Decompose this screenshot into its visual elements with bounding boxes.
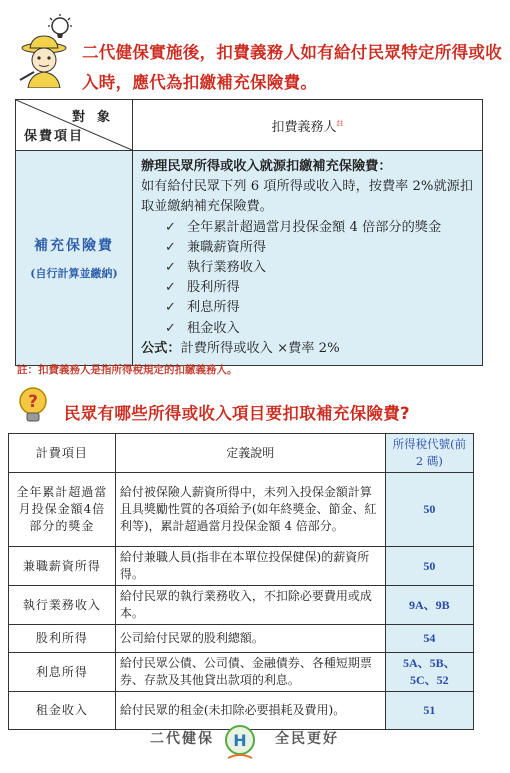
table-row [9,625,474,653]
diag-bottom-label: 保費項目 [24,129,85,144]
row-item: 執行業務收入 [9,586,116,625]
nhi-logo-icon [222,722,258,766]
list-item [165,278,476,298]
row-definition: 給付被保險人薪資所得中，未列入投保金額計算且具獎勵性質的各項給予(如年終獎金、節金、紅利等)，累計超過當月投保金額 4 倍部分。 [115,473,385,547]
row-item: 利息所得 [9,653,116,692]
income-checklist [141,218,476,339]
list-item [165,298,476,318]
list-item [165,319,476,339]
note-marker: 註 [336,119,344,128]
list-item [165,258,476,278]
detail-heading: 辦理民眾所得或收入就源扣繳補充保險費： [141,159,392,174]
detail-intro: 如有給付民眾下列 6 項所得或收入時，按費率 2%就源扣取並繳納補充保險費。 [141,179,474,215]
row-definition: 給付兼職人員(指非在本單位投保健保)的薪資所得。 [115,547,385,586]
withholder-label: 扣費義務人 [271,119,337,135]
list-item [165,218,476,238]
row-code: 51 [385,692,473,730]
check-icon: ✓ [165,239,177,255]
list-item-label: 執行業務收入 [187,260,267,276]
row-item: 租金收入 [9,692,116,730]
row-code: 9A、9B [385,586,473,625]
idea-man-icon [14,12,80,88]
list-item-label: 租金收入 [187,320,240,336]
header-item: 計費項目 [9,434,116,473]
table-row [9,473,474,547]
row-code: 50 [385,473,473,547]
premium-type-title: 補充保險費 [34,238,114,255]
check-icon: ✓ [165,219,177,235]
income-items-table [8,433,474,730]
premium-type-sub: (自行計算並繳納) [30,267,118,281]
question-title: 民眾有哪些所得或收入項目要扣取補充保險費? [64,404,410,423]
svg-text:H: H [233,731,247,750]
check-icon: ✓ [165,280,177,296]
check-icon: ✓ [165,300,177,316]
row-item: 全年累計超過當月投保金額4倍部分的獎金 [9,473,116,547]
row-definition: 給付民眾公債、公司債、金融債券、各種短期票券、存款及其他貸出款項的利息。 [115,653,385,692]
diagonal-header-cell [16,100,133,151]
table-header-row [9,434,474,473]
premium-type-cell [16,151,133,366]
table-row [9,547,474,586]
header-definition: 定義說明 [115,434,385,473]
row-code: 54 [385,625,473,653]
row-definition: 給付民眾的租金(未扣除必要損耗及費用)。 [115,692,385,730]
footer-right: 全民更好 [275,731,339,747]
footer-left: 二代健保 [150,731,214,747]
formula [141,339,476,359]
withholder-header [133,100,483,151]
header-title: 二代健保實施後，扣費義務人如有給付民眾特定所得或收入時，應代為扣繳補充保險費。 [82,43,502,92]
list-item-label: 利息所得 [187,300,240,316]
row-item: 股利所得 [9,625,116,653]
footer-slogan [150,728,339,748]
list-item-label: 股利所得 [187,280,240,296]
table-row [9,653,474,692]
deduction-table [15,99,483,366]
check-icon: ✓ [165,320,177,336]
question-bulb-icon [12,384,54,426]
row-definition: 給付民眾的執行業務收入，不扣除必要費用或成本。 [115,586,385,625]
svg-text:?: ? [28,392,38,412]
table-row [9,586,474,625]
check-icon: ✓ [165,260,177,276]
withholder-detail-cell [133,151,483,366]
diag-top-label: 對象 [71,110,122,125]
row-item: 兼職薪資所得 [9,547,116,586]
list-item [165,238,476,258]
list-item-label: 兼職薪資所得 [187,239,267,255]
footnote: 註：扣費義務人是指所得稅規定的扣繳義務人。 [17,364,238,376]
row-code: 5A、5B、5C、52 [385,653,473,692]
list-item-label: 全年累計超過當月投保金額 4 倍部分的獎金 [187,219,442,235]
header-code: 所得稅代號(前 2 碼) [385,434,473,473]
formula-label: 公式： [141,340,181,356]
formula-text: 計費所得或收入 ×費率 2% [180,340,340,356]
row-code: 50 [385,547,473,586]
row-definition: 公司給付民眾的股利總額。 [115,625,385,653]
